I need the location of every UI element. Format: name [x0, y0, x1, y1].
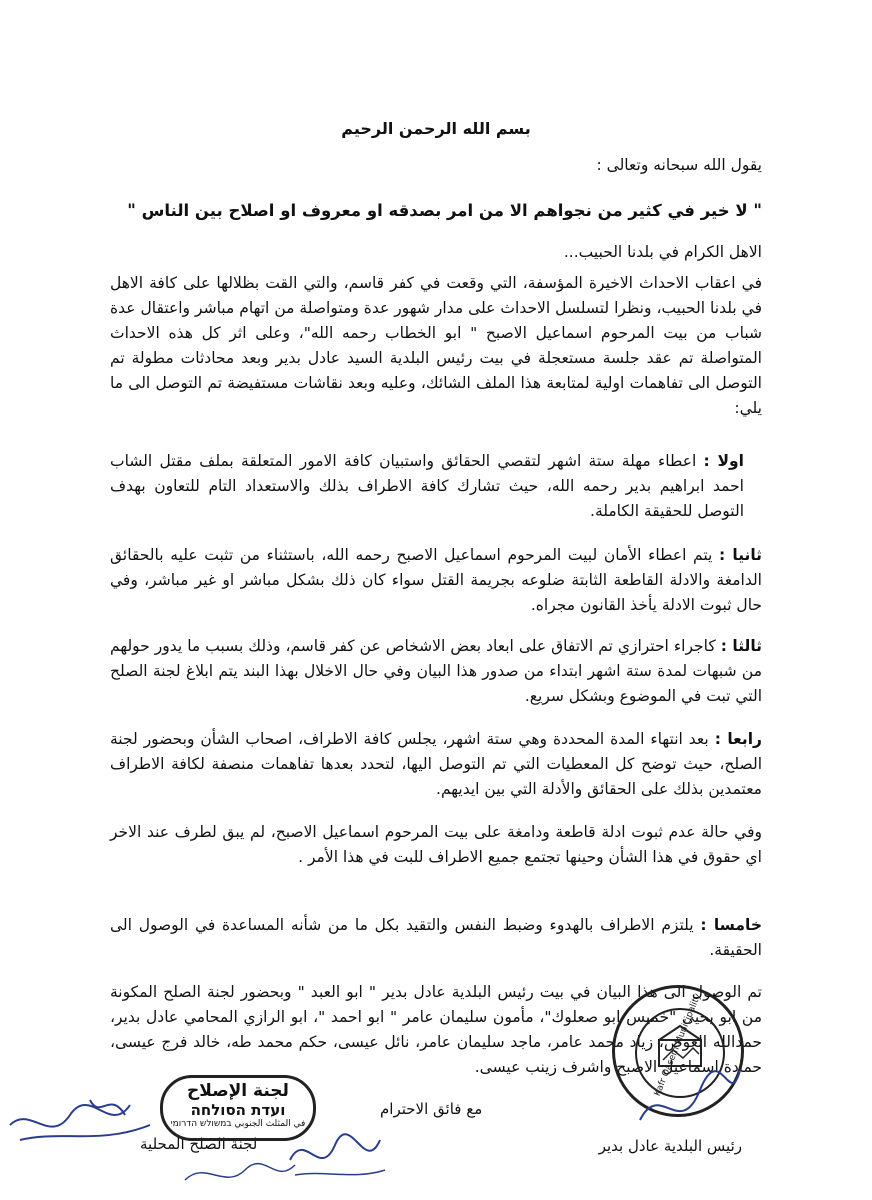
intro-line: يقول الله سبحانه وتعالى : — [596, 156, 762, 174]
item-third — [110, 634, 762, 709]
item-fourth — [110, 727, 762, 802]
closing-regards: مع فائق الاحترام — [380, 1100, 483, 1118]
handwritten-signature-right — [620, 1040, 750, 1150]
committee-stamp-region: في المثلث الجنوبي במשולש הדרומי — [170, 1119, 306, 1129]
item-first-text: اعطاء مهلة ستة اشهر لتقصي الحقائق واستبيان كافة الامور المتعلقة بملف مقتل الشاب احمد ابراهيم بدير رحمه الله، حيث تشارك كافة الاطراف بذلك والاستعداد التام للتعاون بهدف التوصل للحقيقة الكاملة. — [110, 452, 744, 520]
item-second — [110, 543, 762, 618]
mayor-signature-line: رئيس البلدية عادل بدير — [598, 1137, 742, 1155]
item-fifth — [110, 913, 762, 963]
item-fifth-text: يلتزم الاطراف بالهدوء وضبط النفس والتقيد بكل ما من شأنه المساعدة في الوصول الى الحقيقة. — [110, 916, 762, 959]
item-third-label: ثالثا : — [720, 637, 762, 655]
item-fifth-label: خامسا : — [700, 916, 762, 934]
greeting-line: الاهل الكرام في بلدنا الحبيب... — [563, 243, 762, 261]
committee-stamp-arabic: لجنة الإصلاح — [187, 1081, 289, 1101]
item-third-text: كاجراء احترازي تم الاتفاق على ابعاد بعض الاشخاص عن كفر قاسم، وذلك بسبب ما يدور حولهم من شبهات لمدة ستة اشهر ابتداء من صدور هذا البيان وفي حال الاخلال بهذا البند يتم ابلاغ لجنة الصلح التي تبت في الموضوع وبشكل سريع. — [110, 637, 762, 705]
quran-verse: " لا خير في كثير من نجواهم الا من امر بصدقه او معروف او اصلاح بين الناس " — [127, 201, 762, 220]
committee-signature-line: لجنة الصلح المحلية — [140, 1135, 258, 1153]
municipal-seal-text: Kafr Qasem Municipality — [652, 992, 704, 1098]
paragraph-final: تم الوصول الى هذا البيان في بيت رئيس البلدية عادل بدير " ابو العبد " وبحضور لجنة الصلح المكونة من ابو يحيى "خميس ابو صعلوك"، مأمون سليمان عامر " ابو احمد "، ابو الرازي المحامي عادل بدير، حمدالله العوض، زياد محمد عامر، ماجد سليمان عامر، نائل عيسى، حكم محمد طه، خالد فرج عيسى، حمادة اسماعيل الاصبح واشرف زينب عيسى. — [110, 983, 762, 1076]
item-first-label: اولا : — [703, 452, 744, 470]
item-fourth-label: رابعا : — [714, 730, 762, 748]
committee-stamp-hebrew: ועדת הסולחה — [190, 1101, 286, 1119]
handwritten-signature-left — [0, 1085, 160, 1165]
basmala: بسم الله الرحمن الرحيم — [341, 119, 531, 138]
paragraph-note: وفي حالة عدم ثبوت ادلة قاطعة ودامغة على بيت المرحوم اسماعيل الاصبح، لم يبق لطرف عند الاخر اي حقوق في هذا الشأن وحينها تجتمع جميع الاطراف للبت في هذا الأمر . — [110, 823, 762, 866]
item-fourth-text: بعد انتهاء المدة المحددة وهي ستة اشهر، يجلس كافة الاطراف، اصحاب الشأن وبحضور لجنة الصلح، حيث توضح كل المعطيات التي تم التوصل اليها، لتحدد بعدها تفاهمات منصفة لكافة الاطراف معتمدين بذلك على الحقائق والأدلة التي بين ايديهم. — [110, 730, 762, 798]
paragraph-intro: في اعقاب الاحداث الاخيرة المؤسفة، التي وقعت في كفر قاسم، والتي القت بظلالها على كافة الاهل في بلدنا الحبيب، ونظرا لتسلسل الاحداث على مدار شهور عدة ومتواصلة من اتهام مباشر واعتقال عدة شباب من بيت المرحوم اسماعيل الاصبح " ابو الخطاب رحمه الله"، وعلى اثر كل هذه الاحداث المتواصلة تم عقد جلسة مستعجلة في بيت رئيس البلدية السيد عادل بدير وبعد محادثات مطولة تم التوصل الى تفاهمات اولية لمتابعة هذا الملف الشائك، وعليه وبعد نقاشات مستفيضة تم التوصل الى ما يلي: — [110, 274, 762, 417]
item-second-label: ثانيا : — [719, 546, 762, 564]
item-second-text: يتم اعطاء الأمان لبيت المرحوم اسماعيل الاصبح رحمه الله، باستثناء من تثبت عليه بالحقائق الدامغة والادلة القاطعة الثابتة ضلوعه بجريمة القتل سواء كان ذلك بشكل مباشر او غير مباشر، وفي حال ثبوت الادلة يأخذ القانون مجراه. — [110, 546, 762, 614]
item-first — [110, 449, 744, 524]
handwritten-signature-bottom — [180, 1150, 300, 1195]
